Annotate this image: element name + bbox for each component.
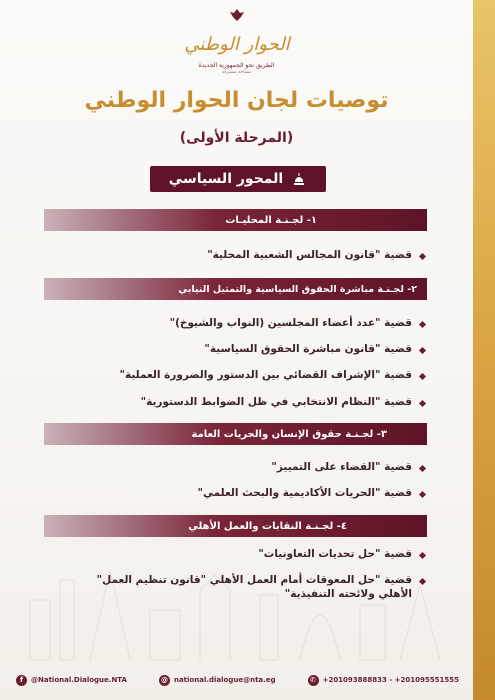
list-item [120, 342, 425, 356]
list-item [207, 248, 425, 262]
section-items-3 [198, 460, 425, 500]
phone-numbers: +201093888833 - +201095551555 [322, 676, 459, 684]
section-title: ٣- لجـنـة حقوق الإنسان والحريات العامة [191, 428, 387, 440]
item-text: قضية "حل المعوقات أمام العمل الأهلي "قانون تنظيم العمل" [96, 574, 412, 587]
section-title: ١- لجـنـة المحليـات [225, 214, 317, 226]
phase-subtitle: (المرحلة الأولى) [179, 130, 294, 146]
list-item [198, 486, 425, 500]
diamond-bullet-icon [419, 552, 426, 559]
item-text: قضية "قانون مباشرة الحقوق السياسية" [204, 343, 412, 356]
section-bar-political-rights [44, 278, 427, 300]
item-text: قضية "القضاء على التمييز" [271, 461, 412, 473]
facebook-handle: @National.Dialogue.NTA [31, 676, 127, 684]
section-title: ٤- لجـنـة النقابات والعمل الأهلي [188, 520, 347, 532]
section-bar-human-rights [44, 423, 427, 445]
list-item [120, 316, 425, 330]
item-text: قضية "عدد أعضاء المجلسين (النواب والشيوخ)" [169, 317, 412, 329]
section-items-2 [120, 316, 425, 409]
list-item [97, 547, 425, 561]
item-text: قضية "حل تحديات التعاونيات" [258, 548, 412, 560]
item-text: قضية "النظام الانتخابي في ظل الضوابط الدستورية" [140, 395, 412, 408]
section-bar-local-councils [44, 209, 427, 231]
footer [0, 668, 473, 692]
diamond-bullet-icon [419, 491, 426, 498]
list-item [120, 368, 425, 382]
logo-calligraphy [183, 26, 290, 60]
email-address: national.dialogue@nta.eg [173, 676, 276, 684]
footer-email[interactable] [159, 675, 276, 686]
logo-tagline: الطريق نحو الجمهورية الجديدة [198, 62, 275, 69]
footer-facebook[interactable] [16, 675, 127, 686]
eagle-crest-icon [229, 8, 245, 22]
gold-side-stripe [473, 0, 495, 700]
whatsapp-icon: ✆ [308, 675, 319, 686]
diamond-bullet-icon [419, 253, 426, 260]
section-title: ٢- لجـنـة مباشرة الحقوق السياسية والتمثيل النيابي [178, 283, 417, 295]
facebook-icon: f [16, 675, 27, 686]
item-text: قضية "قانون المجالس الشعبية المحلية" [207, 249, 412, 261]
axis-badge [150, 166, 326, 192]
section-bar-unions [44, 515, 427, 537]
diamond-bullet-icon [419, 373, 426, 380]
section-items-1 [207, 248, 425, 262]
axis-title: المحور السياسي [168, 171, 284, 187]
item-text: قضية "الحريات الأكاديمية والبحث العلمي" [197, 487, 412, 500]
item-text: قضية "الإشراف القضائي بين الدستور والضرورة العملية" [119, 369, 412, 382]
logo-subline: مساحة مشتركة [221, 70, 252, 75]
diamond-bullet-icon [419, 347, 426, 354]
list-item [97, 573, 425, 601]
diamond-bullet-icon [419, 399, 426, 406]
email-icon: @ [160, 676, 168, 684]
diamond-bullet-icon [419, 321, 426, 328]
section-items-4 [97, 547, 425, 602]
list-item [120, 395, 425, 409]
footer-phone[interactable] [308, 675, 459, 686]
parliament-dome-icon [291, 171, 307, 187]
diamond-bullet-icon [419, 578, 426, 585]
item-text-continuation: الأهلي ولائحته التنفيذية" [284, 588, 412, 601]
page-title: توصيات لجان الحوار الوطني [84, 88, 389, 113]
diamond-bullet-icon [419, 465, 426, 472]
list-item [198, 460, 425, 474]
logo [0, 8, 473, 75]
svg-text:الحوار الوطني: الحوار الوطني [183, 34, 290, 55]
